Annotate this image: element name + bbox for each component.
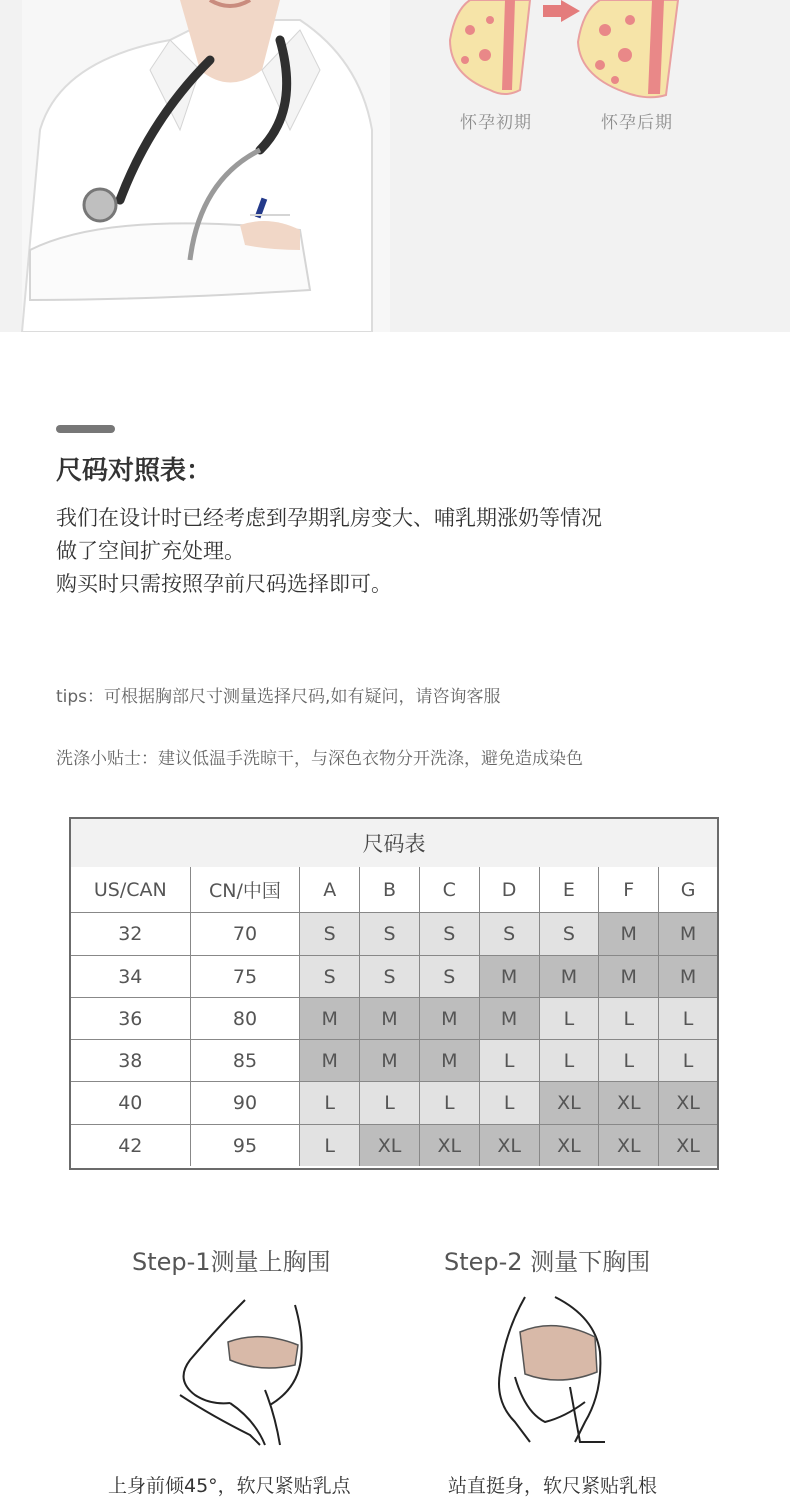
size-value-cell: S (360, 956, 420, 998)
us-size-cell: 40 (71, 1082, 191, 1125)
intro-line-3: 购买时只需按照孕前尺码选择即可。 (56, 572, 392, 596)
size-value-cell: S (420, 913, 480, 956)
size-value-cell: S (300, 913, 360, 956)
size-table-header-cell: US/CAN (71, 867, 191, 913)
size-value-cell: S (360, 913, 420, 956)
size-value-cell: L (360, 1082, 420, 1125)
size-value-cell: L (480, 1082, 540, 1125)
us-size-cell: 34 (71, 956, 191, 998)
size-value-cell: S (420, 956, 480, 998)
cn-size-cell: 75 (191, 956, 301, 998)
size-table-row (71, 913, 717, 956)
hero-illustration (0, 0, 790, 332)
size-table-header-cell: CN/中国 (191, 867, 301, 913)
cn-size-cell: 80 (191, 998, 301, 1040)
size-value-cell: M (659, 956, 717, 998)
size-value-cell: XL (659, 1125, 717, 1166)
step-1-title: Step-1测量上胸围 (132, 1248, 331, 1276)
size-value-cell: M (420, 1040, 480, 1082)
step-2-caption: 站直挺身，软尺紧贴乳根 (448, 1475, 658, 1497)
size-value-cell: L (420, 1082, 480, 1125)
size-value-cell: M (360, 1040, 420, 1082)
size-value-cell: L (659, 998, 717, 1040)
size-value-cell: M (420, 998, 480, 1040)
size-value-cell: L (540, 1040, 600, 1082)
stage-label-early: 怀孕初期 (460, 113, 532, 133)
size-value-cell: L (300, 1125, 360, 1166)
size-table-header-cell: D (480, 867, 540, 913)
size-value-cell: M (360, 998, 420, 1040)
us-size-cell: 42 (71, 1125, 191, 1166)
us-size-cell: 38 (71, 1040, 191, 1082)
us-size-cell: 36 (71, 998, 191, 1040)
doctor-photo (22, 0, 390, 332)
washing-tips-text: 洗涤小贴士：建议低温手洗晾干，与深色衣物分开洗涤，避免造成染色 (56, 749, 583, 769)
size-value-cell: S (300, 956, 360, 998)
size-table-header-row (71, 867, 717, 913)
size-value-cell: M (480, 956, 540, 998)
size-table-header-cell: B (360, 867, 420, 913)
size-value-cell: XL (599, 1082, 659, 1125)
step-2-title: Step-2 测量下胸围 (444, 1248, 651, 1276)
size-value-cell: XL (540, 1125, 600, 1166)
size-value-cell: L (540, 998, 600, 1040)
cn-size-cell: 85 (191, 1040, 301, 1082)
tips-text: tips：可根据胸部尺寸测量选择尺码,如有疑问，请咨询客服 (56, 687, 501, 707)
size-value-cell: XL (360, 1125, 420, 1166)
size-value-cell: M (659, 913, 717, 956)
size-table-row (71, 1125, 717, 1166)
size-table-row (71, 998, 717, 1040)
size-value-cell: L (599, 1040, 659, 1082)
size-table-header-cell: F (599, 867, 659, 913)
size-value-cell: M (599, 913, 659, 956)
size-table-header-cell: C (420, 867, 480, 913)
size-table-row (71, 1082, 717, 1125)
size-value-cell: L (480, 1040, 540, 1082)
cn-size-cell: 90 (191, 1082, 301, 1125)
us-size-cell: 32 (71, 913, 191, 956)
section-heading: 尺码对照表： (56, 456, 213, 486)
size-table-row (71, 1040, 717, 1082)
size-value-cell: L (659, 1040, 717, 1082)
size-value-cell: XL (540, 1082, 600, 1125)
breast-late-illustration (578, 0, 678, 97)
step-1-caption: 上身前倾45°，软尺紧贴乳点 (108, 1475, 351, 1497)
size-value-cell: XL (480, 1125, 540, 1166)
step-2-figure (485, 1292, 615, 1452)
hero-banner (0, 0, 790, 332)
size-table-header-cell: G (659, 867, 717, 913)
size-value-cell: XL (420, 1125, 480, 1166)
cn-size-cell: 70 (191, 913, 301, 956)
breast-early-illustration (450, 0, 530, 94)
size-table-header-cell: E (540, 867, 600, 913)
size-value-cell: L (300, 1082, 360, 1125)
size-value-cell: S (480, 913, 540, 956)
size-value-cell: M (300, 1040, 360, 1082)
size-table (69, 817, 719, 1170)
step-1-figure (170, 1295, 310, 1450)
size-table-header-cell: A (300, 867, 360, 913)
size-value-cell: M (540, 956, 600, 998)
size-value-cell: S (540, 913, 600, 956)
section-accent-bar (56, 425, 115, 433)
intro-line-2: 做了空间扩充处理。 (56, 539, 245, 563)
size-value-cell: M (480, 998, 540, 1040)
stage-label-late: 怀孕后期 (601, 113, 673, 133)
size-value-cell: XL (659, 1082, 717, 1125)
size-value-cell: XL (599, 1125, 659, 1166)
cn-size-cell: 95 (191, 1125, 301, 1166)
size-value-cell: M (300, 998, 360, 1040)
arrow-icon (543, 0, 580, 22)
size-value-cell: M (599, 956, 659, 998)
size-value-cell: L (599, 998, 659, 1040)
size-table-title: 尺码表 (71, 819, 717, 868)
intro-line-1: 我们在设计时已经考虑到孕期乳房变大、哺乳期涨奶等情况 (56, 506, 602, 530)
size-table-row (71, 956, 717, 998)
